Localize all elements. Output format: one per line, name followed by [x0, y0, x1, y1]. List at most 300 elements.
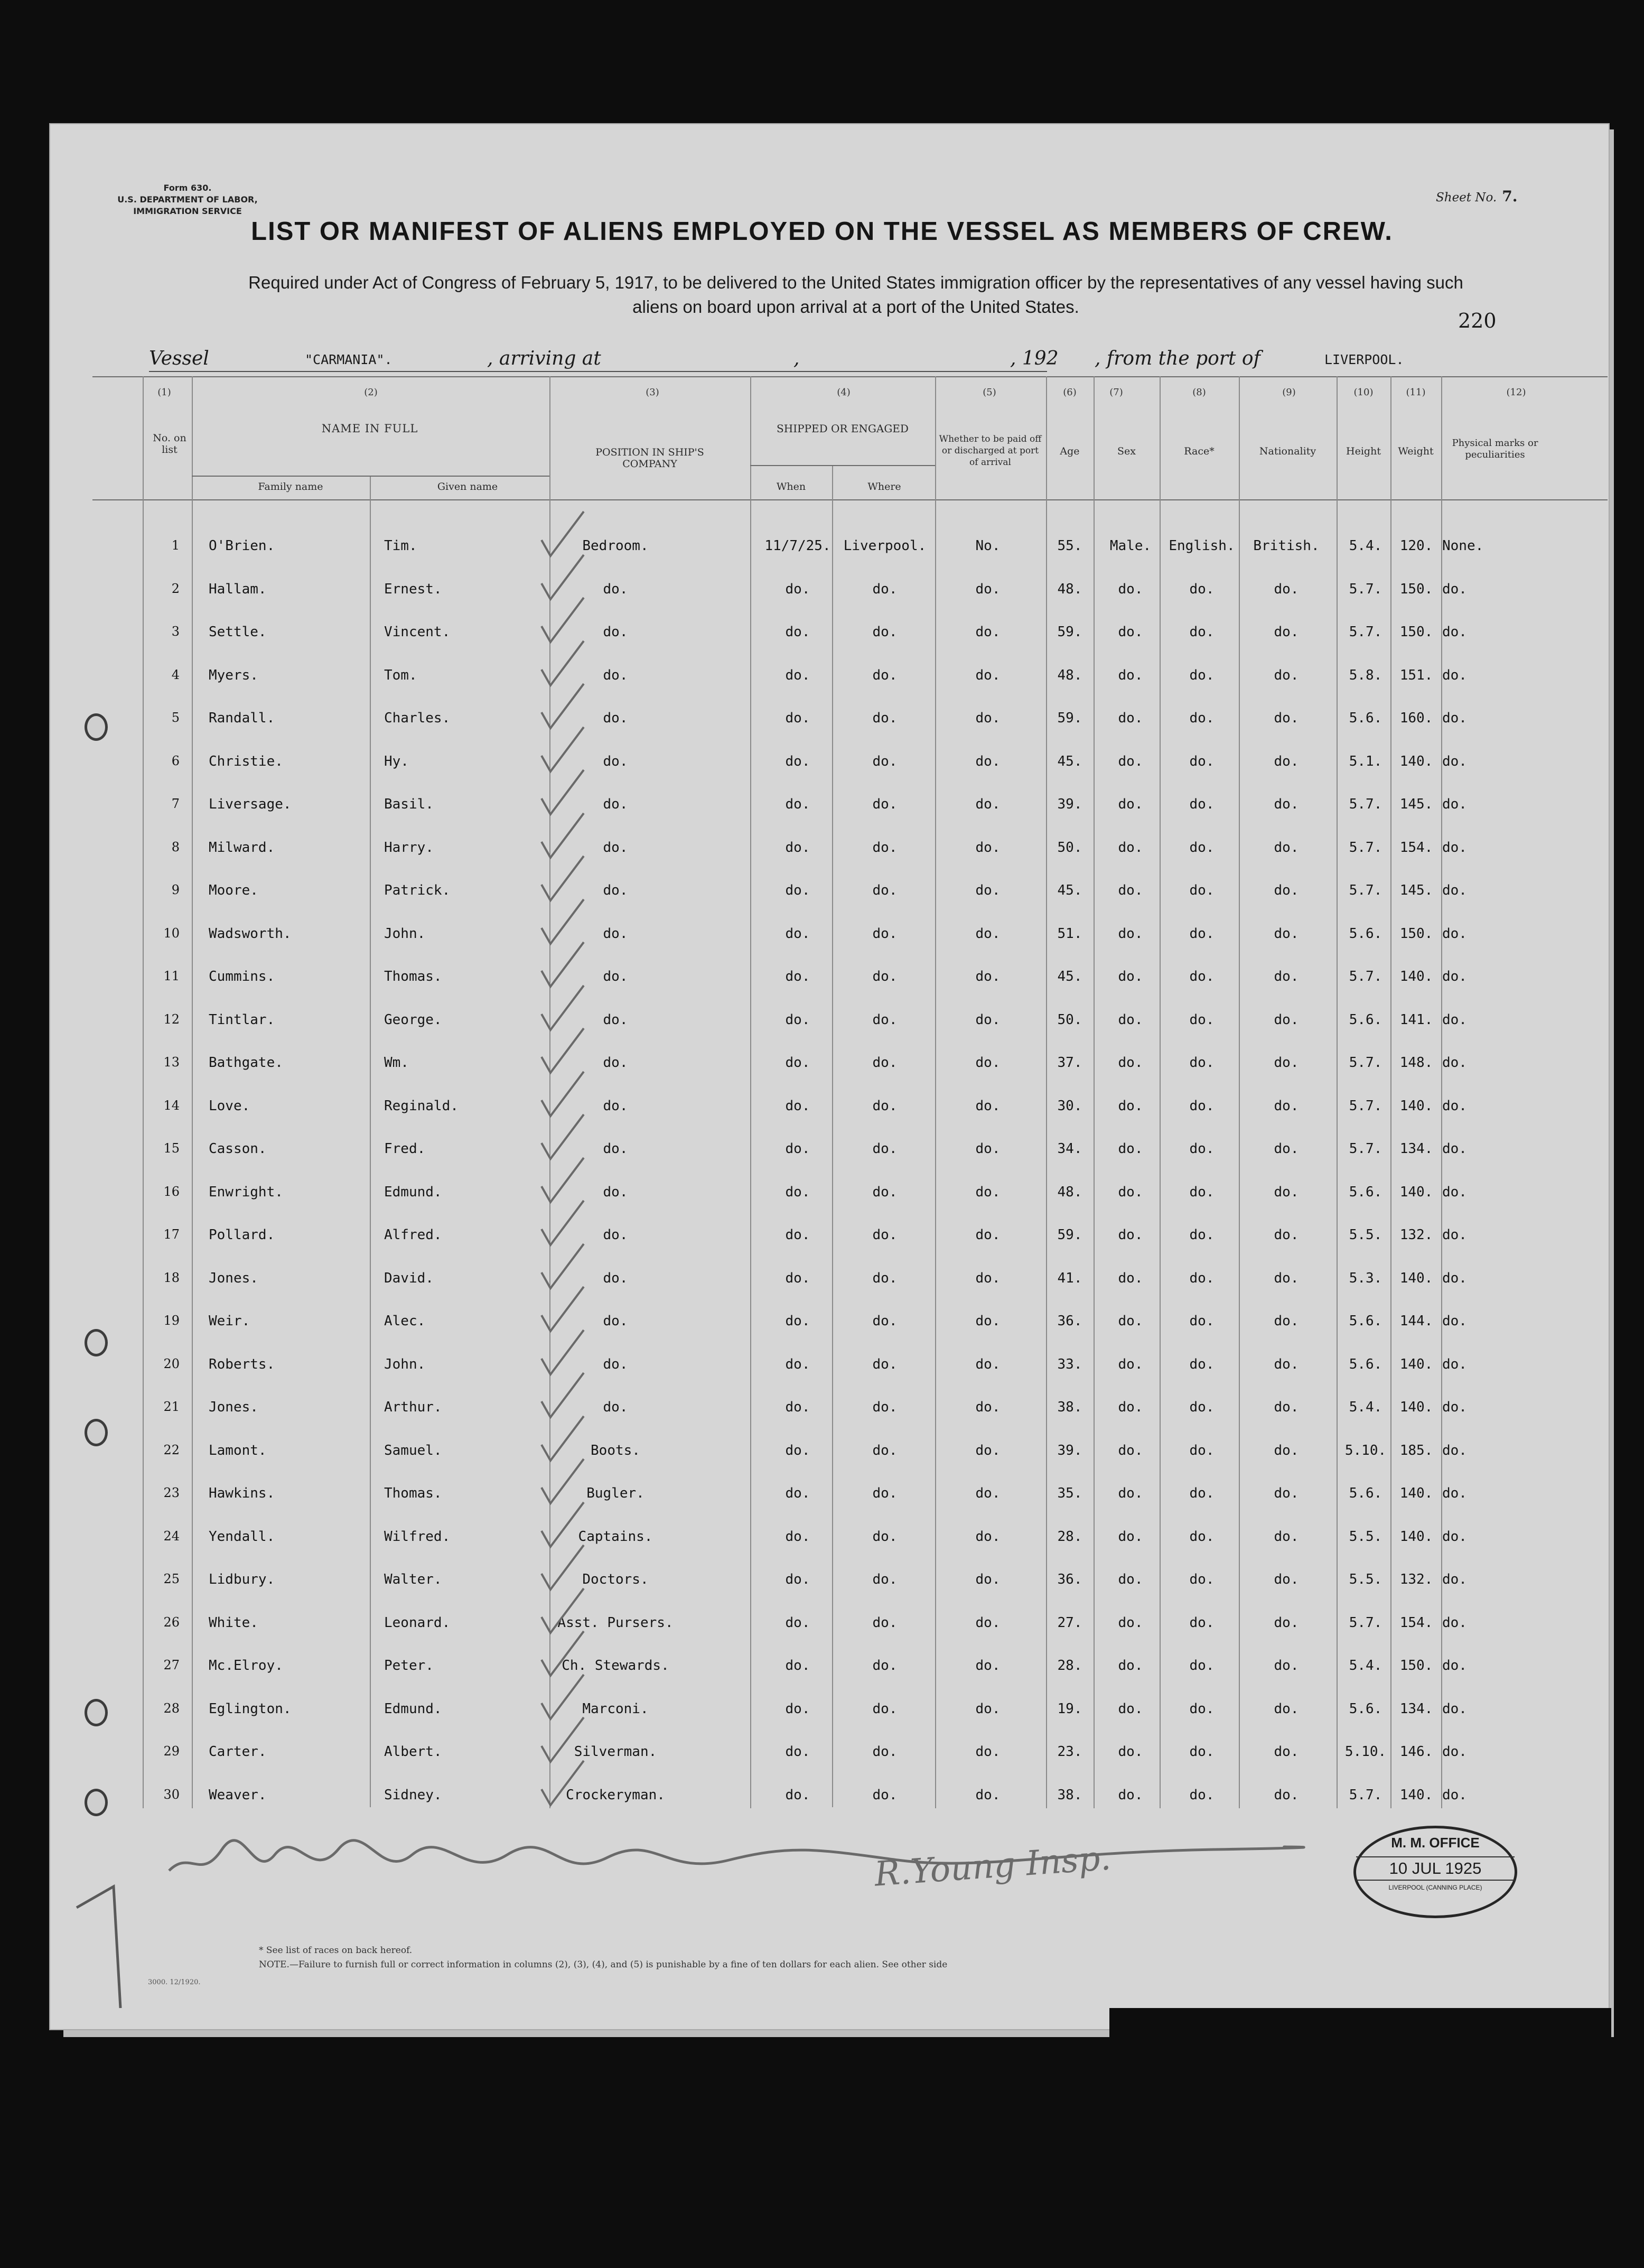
shipped-when-cell: do.	[785, 1572, 810, 1587]
row-number-cell: 2	[171, 581, 180, 596]
nationality-cell: do.	[1274, 1787, 1299, 1803]
shipped-when-cell: do.	[785, 1443, 810, 1458]
row-number-cell: 9	[171, 882, 180, 897]
age-cell: 30.	[1057, 1098, 1082, 1114]
paid-off-cell: do.	[975, 1399, 1001, 1415]
shipped-where-cell: do.	[872, 840, 898, 856]
nationality-cell: do.	[1274, 882, 1299, 898]
shipped-when-cell: do.	[785, 1055, 810, 1071]
race-cell: do.	[1189, 1141, 1215, 1157]
sex-cell: do.	[1118, 926, 1143, 942]
age-cell: 39.	[1057, 1443, 1082, 1458]
column-number: (10)	[1353, 387, 1374, 398]
check-mark	[541, 1330, 584, 1374]
family-name-cell: Mc.Elroy.	[209, 1658, 283, 1674]
nationality-cell: do.	[1274, 1572, 1299, 1587]
shipped-where-cell: do.	[872, 1313, 898, 1329]
sex-cell: do.	[1118, 1615, 1143, 1631]
height-cell: 5.10.	[1344, 1443, 1387, 1458]
weight-cell: 150.	[1399, 581, 1433, 597]
shipped-when-cell: do.	[785, 1270, 810, 1286]
paid-off-cell: do.	[975, 1055, 1001, 1071]
weight-cell: 150.	[1399, 1658, 1433, 1674]
closing-squiggle	[169, 1841, 1304, 1871]
sex-cell: do.	[1118, 1529, 1143, 1545]
row-number-cell: 23	[163, 1485, 180, 1500]
arriving-label: , arriving at	[487, 348, 601, 369]
family-name-cell: Hallam.	[209, 581, 267, 597]
height-cell: 5.10.	[1344, 1744, 1387, 1760]
position-cell: Bugler.	[586, 1485, 644, 1501]
family-name-cell: Randall.	[209, 710, 275, 726]
physical-marks-cell: do.	[1442, 1744, 1467, 1760]
physical-marks-cell: do.	[1442, 1227, 1467, 1243]
position-cell: Silverman.	[574, 1744, 657, 1760]
physical-marks-cell: do.	[1442, 1313, 1467, 1329]
age-cell: 48.	[1057, 667, 1082, 683]
check-mark	[541, 770, 584, 814]
nationality-cell: do.	[1274, 667, 1299, 683]
shipped-where-cell: do.	[872, 1658, 898, 1674]
weight-cell: 154.	[1399, 840, 1433, 856]
row-number-cell: 10	[163, 926, 180, 941]
shipped-where-cell: do.	[872, 1227, 898, 1243]
given-name-cell: George.	[384, 1012, 442, 1028]
check-mark	[541, 813, 584, 858]
height-cell: 5.7.	[1349, 882, 1383, 898]
height-cell: 5.6.	[1349, 1313, 1383, 1329]
shipped-when-cell: do.	[785, 1098, 810, 1114]
nationality-cell: do.	[1274, 926, 1299, 942]
age-cell: 19.	[1057, 1701, 1082, 1717]
paid-off-cell: do.	[975, 667, 1001, 683]
weight-cell: 144.	[1399, 1313, 1433, 1329]
shipped-where-cell: do.	[872, 1399, 898, 1415]
race-cell: do.	[1189, 1658, 1215, 1674]
shipped-when-cell: do.	[785, 581, 810, 597]
position-cell: do.	[603, 926, 628, 942]
age-cell: 51.	[1057, 926, 1082, 942]
paid-off-cell: do.	[975, 1141, 1001, 1157]
position-cell: do.	[603, 624, 628, 640]
physical-marks-cell: do.	[1442, 969, 1467, 984]
given-name-cell: Alfred.	[384, 1227, 442, 1243]
row-number-cell: 13	[163, 1055, 180, 1070]
weight-cell: 140.	[1399, 1184, 1433, 1200]
position-cell: do.	[603, 1141, 628, 1157]
shipped-where-cell: do.	[872, 1572, 898, 1587]
given-name-cell: Arthur.	[384, 1399, 442, 1415]
sex-cell: do.	[1118, 667, 1143, 683]
physical-marks-cell: do.	[1442, 840, 1467, 856]
race-cell: do.	[1189, 1787, 1215, 1803]
age-cell: 45.	[1057, 969, 1082, 984]
shipped-when-cell: do.	[785, 1313, 810, 1329]
physical-marks-cell: do.	[1442, 1098, 1467, 1114]
paid-off-cell: do.	[975, 1356, 1001, 1372]
given-name-cell: Patrick.	[384, 882, 451, 898]
shipped-where-cell: do.	[872, 1443, 898, 1458]
shipped-when-cell: do.	[785, 1184, 810, 1200]
race-cell: do.	[1189, 1572, 1215, 1587]
position-cell: do.	[603, 1313, 628, 1329]
race-cell: do.	[1189, 1227, 1215, 1243]
sex-cell: do.	[1118, 754, 1143, 769]
row-number-cell: 15	[163, 1141, 180, 1156]
column-number: (9)	[1282, 387, 1296, 398]
header-sex: Sex	[1117, 445, 1136, 457]
family-name-cell: Weir.	[209, 1313, 250, 1329]
header-race: Race*	[1184, 445, 1215, 457]
row-number-cell: 6	[171, 754, 180, 768]
family-name-cell: Jones.	[209, 1399, 258, 1415]
paid-off-cell: do.	[975, 1313, 1001, 1329]
given-name-cell: Sidney.	[384, 1787, 442, 1803]
row-number-cell: 7	[171, 796, 180, 811]
race-cell: do.	[1189, 624, 1215, 640]
given-name-cell: Harry.	[384, 840, 434, 856]
age-cell: 39.	[1057, 796, 1082, 812]
age-cell: 38.	[1057, 1787, 1082, 1803]
weight-cell: 145.	[1399, 796, 1433, 812]
race-cell: do.	[1189, 926, 1215, 942]
given-name-cell: Fred.	[384, 1141, 426, 1157]
race-cell: do.	[1189, 1529, 1215, 1545]
age-cell: 33.	[1057, 1356, 1082, 1372]
header-name-in-full: NAME IN FULL	[321, 422, 418, 435]
row-number-cell: 29	[163, 1744, 180, 1759]
header-nationality: Nationality	[1259, 445, 1316, 457]
year-label: , 192	[1010, 348, 1059, 369]
page-title: LIST OR MANIFEST OF ALIENS EMPLOYED ON THE VESSEL AS MEMBERS OF CREW.	[251, 217, 1393, 246]
given-name-cell: Wm.	[384, 1055, 409, 1071]
column-number: (1)	[157, 387, 171, 398]
shipped-when-cell: do.	[785, 1012, 810, 1028]
paid-off-cell: do.	[975, 926, 1001, 942]
physical-marks-cell: do.	[1442, 1270, 1467, 1286]
given-name-cell: Wilfred.	[384, 1529, 451, 1545]
paid-off-cell: do.	[975, 1270, 1001, 1286]
shipped-when-cell: do.	[785, 1787, 810, 1803]
family-name-cell: Lidbury.	[209, 1572, 275, 1587]
paid-off-cell: do.	[975, 1572, 1001, 1587]
shipped-where-cell: do.	[872, 581, 898, 597]
column-number: (11)	[1406, 387, 1426, 398]
weight-cell: 160.	[1399, 710, 1433, 726]
position-cell: do.	[603, 1184, 628, 1200]
row-number-cell: 19	[163, 1313, 180, 1328]
row-number-cell: 26	[163, 1615, 180, 1630]
family-name-cell: Yendall.	[209, 1529, 275, 1545]
shipped-where-cell: do.	[872, 926, 898, 942]
race-cell: do.	[1189, 1098, 1215, 1114]
race-cell: do.	[1189, 1485, 1215, 1501]
nationality-cell: do.	[1274, 710, 1299, 726]
age-cell: 37.	[1057, 1055, 1082, 1071]
height-cell: 5.7.	[1349, 840, 1383, 856]
check-mark	[541, 598, 584, 642]
height-cell: 5.7.	[1349, 1141, 1383, 1157]
race-cell: do.	[1189, 1356, 1215, 1372]
office-stamp	[1353, 1826, 1517, 1918]
weight-cell: 154.	[1399, 1615, 1433, 1631]
nationality-cell: do.	[1274, 1055, 1299, 1071]
race-cell: do.	[1189, 969, 1215, 984]
nationality-cell: do.	[1274, 1227, 1299, 1243]
sex-cell: do.	[1118, 1572, 1143, 1587]
position-cell: Bedroom.	[582, 538, 649, 554]
height-cell: 5.8.	[1349, 667, 1383, 683]
family-name-cell: Milward.	[209, 840, 275, 856]
position-cell: do.	[603, 969, 628, 984]
sex-cell: do.	[1118, 1356, 1143, 1372]
shipped-where-cell: do.	[872, 1529, 898, 1545]
age-cell: 50.	[1057, 1012, 1082, 1028]
check-mark	[541, 1545, 584, 1590]
shipped-when-cell: do.	[785, 1701, 810, 1717]
sex-cell: do.	[1118, 1399, 1143, 1415]
nationality-cell: do.	[1274, 1356, 1299, 1372]
physical-marks-cell: do.	[1442, 1356, 1467, 1372]
family-name-cell: Myers.	[209, 667, 258, 683]
header-height: Height	[1346, 445, 1381, 457]
header-position: POSITION IN SHIP'S COMPANY	[595, 447, 704, 470]
given-name-cell: Edmund.	[384, 1184, 442, 1200]
age-cell: 23.	[1057, 1744, 1082, 1760]
header-when: When	[776, 481, 806, 492]
physical-marks-cell: do.	[1442, 1184, 1467, 1200]
check-mark	[541, 1631, 584, 1676]
position-cell: Marconi.	[582, 1701, 649, 1717]
nationality-cell: do.	[1274, 969, 1299, 984]
age-cell: 50.	[1057, 840, 1082, 856]
subtitle-line-2: aliens on board upon arrival at a port of the United States.	[632, 297, 1079, 317]
header-family-name: Family name	[258, 481, 323, 492]
shipped-where-cell: do.	[872, 1141, 898, 1157]
physical-marks-cell: None.	[1442, 538, 1484, 554]
shipped-when-cell: do.	[785, 1658, 810, 1674]
family-name-cell: O'Brien.	[209, 538, 275, 554]
shipped-when-cell: do.	[785, 1141, 810, 1157]
check-mark	[541, 899, 584, 944]
check-mark	[541, 1459, 584, 1503]
paid-off-cell: do.	[975, 1098, 1001, 1114]
column-number: (4)	[837, 387, 851, 398]
weight-cell: 134.	[1399, 1701, 1433, 1717]
height-cell: 5.5.	[1349, 1572, 1383, 1587]
height-cell: 5.7.	[1349, 969, 1383, 984]
given-name-cell: Peter.	[384, 1658, 434, 1674]
given-name-cell: Hy.	[384, 754, 409, 769]
given-name-cell: Tom.	[384, 667, 417, 683]
sex-cell: do.	[1118, 1485, 1143, 1501]
race-cell: do.	[1189, 1399, 1215, 1415]
paid-off-cell: do.	[975, 710, 1001, 726]
physical-marks-cell: do.	[1442, 710, 1467, 726]
family-name-cell: Love.	[209, 1098, 250, 1114]
position-cell: do.	[603, 1098, 628, 1114]
family-name-cell: White.	[209, 1615, 258, 1631]
shipped-where-cell: do.	[872, 1098, 898, 1114]
shipped-when-cell: do.	[785, 1227, 810, 1243]
physical-marks-cell: do.	[1442, 1615, 1467, 1631]
family-name-cell: Carter.	[209, 1744, 267, 1760]
row-number-cell: 5	[171, 710, 180, 725]
weight-cell: 140.	[1399, 1485, 1433, 1501]
paid-off-cell: do.	[975, 1744, 1001, 1760]
paid-off-cell: do.	[975, 969, 1001, 984]
paid-off-cell: do.	[975, 624, 1001, 640]
age-cell: 45.	[1057, 754, 1082, 769]
given-name-cell: Tim.	[384, 538, 417, 554]
row-number-cell: 30	[163, 1787, 180, 1802]
row-number-cell: 4	[171, 667, 180, 682]
sex-cell: do.	[1118, 1787, 1143, 1803]
shipped-where-cell: do.	[872, 667, 898, 683]
family-name-cell: Enwright.	[209, 1184, 283, 1200]
race-cell: do.	[1189, 1443, 1215, 1458]
family-name-cell: Jones.	[209, 1270, 258, 1286]
check-mark	[541, 1717, 584, 1762]
shipped-when-cell: 11/7/25.	[764, 538, 831, 554]
column-number: (2)	[364, 387, 378, 398]
position-cell: do.	[603, 1356, 628, 1372]
height-cell: 5.1.	[1349, 754, 1383, 769]
paid-off-cell: do.	[975, 1227, 1001, 1243]
race-cell: do.	[1189, 581, 1215, 597]
sex-cell: do.	[1118, 969, 1143, 984]
weight-cell: 150.	[1399, 624, 1433, 640]
paid-off-cell: do.	[975, 1658, 1001, 1674]
given-name-cell: Leonard.	[384, 1615, 451, 1631]
physical-marks-cell: do.	[1442, 1141, 1467, 1157]
department-name: U.S. DEPARTMENT OF LABOR,	[117, 194, 258, 205]
header-weight: Weight	[1398, 445, 1434, 457]
physical-marks-cell: do.	[1442, 1701, 1467, 1717]
column-number: (12)	[1506, 387, 1526, 398]
shipped-where-cell: do.	[872, 1012, 898, 1028]
sex-cell: do.	[1118, 1701, 1143, 1717]
given-name-cell: Samuel.	[384, 1443, 442, 1458]
nationality-cell: do.	[1274, 1098, 1299, 1114]
sheet-label: Sheet No.	[1436, 191, 1497, 205]
row-number-cell: 24	[163, 1529, 180, 1544]
row-number-cell: 20	[163, 1356, 180, 1371]
check-mark	[541, 1028, 584, 1073]
family-name-cell: Cummins.	[209, 969, 275, 984]
race-cell: do.	[1189, 1012, 1215, 1028]
weight-cell: 140.	[1399, 1399, 1433, 1415]
form-code: 3000. 12/1920.	[148, 1978, 201, 1986]
race-cell: do.	[1189, 710, 1215, 726]
check-mark	[541, 942, 584, 987]
weight-cell: 140.	[1399, 1098, 1433, 1114]
family-name-cell: Hawkins.	[209, 1485, 275, 1501]
family-name-cell: Liversage.	[209, 796, 292, 812]
check-mark	[541, 1675, 584, 1719]
height-cell: 5.7.	[1349, 1787, 1383, 1803]
form-number: Form 630.	[163, 183, 212, 193]
from-port-label: , from the port of	[1095, 348, 1260, 369]
check-mark	[541, 555, 584, 599]
weight-cell: 146.	[1399, 1744, 1433, 1760]
header-shipped: SHIPPED OR ENGAGED	[777, 422, 909, 435]
shipped-when-cell: do.	[785, 882, 810, 898]
given-name-cell: David.	[384, 1270, 434, 1286]
position-cell: do.	[603, 1270, 628, 1286]
age-cell: 59.	[1057, 710, 1082, 726]
sex-cell: Male.	[1109, 538, 1152, 554]
height-cell: 5.6.	[1349, 1701, 1383, 1717]
vessel-label: Vessel	[149, 348, 209, 369]
position-cell: do.	[603, 710, 628, 726]
nationality-cell: do.	[1274, 796, 1299, 812]
nationality-cell: do.	[1274, 1141, 1299, 1157]
margin-mark	[77, 1886, 120, 2008]
weight-cell: 140.	[1399, 1529, 1433, 1545]
physical-marks-cell: do.	[1442, 1658, 1467, 1674]
family-name-cell: Casson.	[209, 1141, 267, 1157]
age-cell: 48.	[1057, 581, 1082, 597]
shipped-where-cell: do.	[872, 1485, 898, 1501]
family-name-cell: Settle.	[209, 624, 267, 640]
sex-cell: do.	[1118, 710, 1143, 726]
row-number-cell: 1	[171, 538, 180, 553]
physical-marks-cell: do.	[1442, 1485, 1467, 1501]
height-cell: 5.7.	[1349, 624, 1383, 640]
header-age: Age	[1060, 445, 1080, 457]
header-given-name: Given name	[437, 481, 498, 492]
stamp-date: 10 JUL 1925	[1356, 1856, 1515, 1881]
shipped-when-cell: do.	[785, 1485, 810, 1501]
column-number: (7)	[1109, 387, 1123, 398]
weight-cell: 140.	[1399, 754, 1433, 769]
family-name-cell: Moore.	[209, 882, 258, 898]
shipped-where-cell: do.	[872, 1055, 898, 1071]
family-name-cell: Christie.	[209, 754, 283, 769]
check-mark	[541, 1201, 584, 1245]
height-cell: 5.7.	[1349, 796, 1383, 812]
position-cell: do.	[603, 882, 628, 898]
paid-off-cell: do.	[975, 581, 1001, 597]
check-mark	[541, 1072, 584, 1116]
race-cell: do.	[1189, 1744, 1215, 1760]
race-cell: do.	[1189, 840, 1215, 856]
shipped-when-cell: do.	[785, 624, 810, 640]
nationality-cell: do.	[1274, 1701, 1299, 1717]
weight-cell: 140.	[1399, 1356, 1433, 1372]
age-cell: 45.	[1057, 882, 1082, 898]
age-cell: 59.	[1057, 1227, 1082, 1243]
race-cell: English.	[1169, 538, 1235, 554]
race-cell: do.	[1189, 1055, 1215, 1071]
weight-cell: 140.	[1399, 969, 1433, 984]
position-cell: do.	[603, 754, 628, 769]
check-mark	[541, 1244, 584, 1288]
position-cell: do.	[603, 1227, 628, 1243]
given-name-cell: Ernest.	[384, 581, 442, 597]
check-mark	[541, 986, 584, 1030]
shipped-when-cell: do.	[785, 1399, 810, 1415]
paid-off-cell: do.	[975, 1184, 1001, 1200]
given-name-cell: Basil.	[384, 796, 434, 812]
paid-off-cell: do.	[975, 1615, 1001, 1631]
paid-off-cell: No.	[975, 538, 1001, 554]
check-mark	[541, 1158, 584, 1202]
age-cell: 36.	[1057, 1572, 1082, 1587]
position-cell: Ch. Stewards.	[562, 1658, 669, 1674]
race-cell: do.	[1189, 1313, 1215, 1329]
